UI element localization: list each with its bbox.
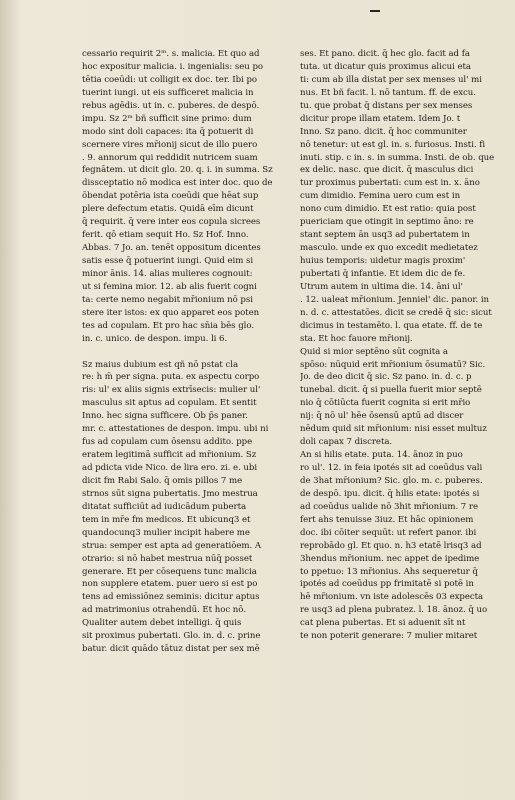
text-line: satis esse q̄ potuerint iungi. Quid eim si: [82, 256, 254, 266]
text-line: [82, 346, 277, 359]
text-line: pubertati q̄ infantie. Et idem dic de fe.: [300, 268, 466, 279]
text-line: sit proximus pubertati. Glo. in. d. c. prine: [82, 631, 261, 642]
text-line: Sz maius dubium est qñ nō pstat cla: [82, 359, 239, 370]
text-line: dicitur prope illam etatem. Idem Jo. t: [300, 113, 461, 124]
text-line: generare. Et per cōsequens tunc malicia: [82, 566, 257, 577]
text-line: non supplere etatem. puer uero si est po: [82, 579, 258, 590]
text-line: Jo. de deo dicit q̄ sic. Sz pano. in. d. c. p: [300, 372, 472, 383]
text-line: otrario: si nō habet mestrua nūq̄ posset: [82, 553, 253, 564]
text-line: tu. que probat q̄ distans per sex menses: [300, 100, 473, 111]
text-line: impu. Sz 2ᵐ bñ sufficit sine primo: dum: [82, 113, 252, 124]
text-line: huius temporis: uidetur magis proxim': [300, 256, 466, 266]
text-line: ipotés ad coeūdus pp frimitatē si potē in: [300, 579, 474, 590]
text-line: fert ahs tenuisse 3iuz. Et hāc opinionem: [300, 514, 474, 525]
text-line: hē mr̄ionium. vn iste adolescēs 03 expecta: [300, 592, 484, 603]
text-line: ditatat sufficiūt ad iudicādum puberta: [82, 501, 247, 512]
text-column-left: [82, 48, 277, 656]
text-line: modo sint doli capaces: ita q̄ potuerit di: [82, 126, 254, 137]
text-line: ses. Et pano. dicit. q̄ hec glo. facit ad fa: [300, 49, 470, 59]
text-line: tur proximus pubertati: cum est in. x. āno: [300, 178, 480, 189]
text-line: n. d. c. attestatōes. dicit se credē q̄ sic: sicut: [300, 307, 492, 318]
text-line: rebus agēdis. ut in. c. puberes. de despō.: [82, 100, 260, 111]
text-line: Quid si mior septēno sūt cognita a: [300, 346, 448, 357]
text-line: ti: cum ab illa distat per sex menses ul' mi: [300, 74, 482, 85]
text-line: dicit fm Rabi Salo. q̄ omis pillos 7 me: [82, 475, 243, 486]
text-line: ris: ul' ex aliis signis extrīsecis: mulier ul': [82, 385, 261, 396]
text-line: mr. c. attestationes de despon. impu. ubi ni: [82, 424, 269, 435]
text-line: tem in mr̄e fm medicos. Et ubicunq3 et: [82, 514, 251, 525]
text-line: fus ad copulam cum ōsensu addito. ppe: [82, 437, 253, 448]
text-line: ōbendat potēria ista coeūdi que hēat sup: [82, 191, 259, 202]
text-line: fegnātem. ut dicit glo. 20. q. i. in summa. Sz: [82, 165, 273, 176]
header-mark: [370, 10, 380, 12]
text-line: cessario requirit 2ᵐ. s. malicia. Et quo ad: [82, 49, 260, 59]
text-line: tuerint iungi. ut eis sufficeret malicia in: [82, 87, 254, 98]
text-line: de 3hat mr̄ionium? Sic. glo. m. c. puberes.: [300, 475, 483, 486]
text-line: q̄ requirit. q̄ vere inter eos copula sicrees: [82, 217, 261, 228]
text-line: inuti. stip. c in. s. in summa. Insti. de ob. que: [300, 152, 495, 163]
text-line: dissceptatio nō modica est inter doc. quo de: [82, 178, 273, 189]
text-line: quandocunq3 mulier incipit habere me: [82, 527, 250, 538]
text-line: nij: q̄ nō ul' hēe ōsensū aptū ad discer: [300, 411, 464, 422]
text-line: te non poterit generare: 7 mulier mitaret: [300, 631, 478, 642]
text-line: ferit. qō etiam sequit̄ Ho. Sz Hof. Inno.: [82, 230, 249, 241]
text-line: re: h̄ m̄ per signa. puta. ex aspectu corpo: [82, 372, 260, 383]
text-line: doc. ibi cōiter sequūt: ut refert panor. ibi: [300, 527, 477, 538]
text-line: Utrum autem in ultima die. 14. āni ul': [300, 281, 463, 292]
text-line: nus. Et bñ facit. l. nō tantum. ff. de excu.: [300, 87, 476, 98]
text-line: re usq3 ad plena pubratez. l. 18. ānoz. q̄ uo: [300, 605, 488, 616]
text-line: spōso: nūquid erit mr̄ionium ōsumatū? Sic.: [300, 359, 486, 370]
text-line: reprobādo gl. Et quo. n. h3 etatē lrisq3 ad: [300, 540, 482, 551]
text-line: tes ad copulam. Et pro hac sn̄ia bēs glo.: [82, 320, 255, 331]
text-line: scernere vires mr̄ionij sicut de illo puero: [82, 139, 258, 150]
text-line: ex delic. nasc. que dicit. q̄ masculus dici: [300, 165, 474, 176]
text-line: nēdum quid sit mr̄ionium: nisi esset multuz: [300, 424, 487, 435]
text-line: ad matrimonius otrahendū. Et hoc nō.: [82, 605, 247, 616]
text-line: doli capax 7 discreta.: [300, 437, 393, 448]
text-line: Inno. hec signa sufficere. Ob p̄s paner.: [82, 411, 248, 422]
text-line: nono cum dimidio. Et est ratio: quia post: [300, 204, 476, 215]
text-line: stant septem ān usq3 ad pubertatem in: [300, 230, 470, 241]
text-line: tens ad emissiōnez seminis: dicitur aptus: [82, 592, 260, 603]
text-line: masculo. unde ex quo excedit medietatez: [300, 243, 478, 254]
text-line: cat plena pubertas. Et si aduenit sīt nt: [300, 618, 466, 629]
text-line: strua: semper est apta ad generatiōem. A: [82, 540, 262, 551]
text-line: ro ul'. 12. in feia ipotés sit ad coeūdus vali: [300, 463, 483, 473]
text-line: dicimus in testamēto. l. qua etate. ff. de te: [300, 320, 483, 331]
text-line: to ppetuo: 13 mr̄ionius. Ahs sequeretur q̄: [300, 566, 478, 577]
text-line: strnos sūt signa pubertatis. Jmo mestrua: [82, 488, 258, 499]
text-line: de despō. ipu. dicit. q̄ hilis etate: ipotés si: [300, 488, 480, 499]
text-line: Abbas. 7 Jo. an. tenēt oppositum dicentes: [82, 243, 261, 254]
text-line: . 9. annorum qui reddidit nutricem suam: [82, 152, 258, 163]
text-line: An si hilis etate. puta. 14. ānoz in puo: [300, 450, 463, 461]
text-line: masculus sit aptus ad copulam. Et sentit: [82, 398, 257, 409]
text-line: in. c. unico. de despon. impu. li 6.: [82, 333, 228, 344]
text-line: sta. Et hoc fauore mr̄ionij.: [300, 333, 413, 344]
text-line: 3hendus mr̄ionium. nec appet de ipedime: [300, 553, 480, 564]
text-line: ad pdicta vide Nico. de lira ero. zi. e. ubi: [82, 463, 258, 473]
text-line: tētia coeūdi: ut colligit ex doc. ter. Ibi po: [82, 74, 258, 85]
text-line: tuta. ut dicatur quis proximus alicui eta: [300, 61, 471, 72]
text-line: tunebal. dicit. q̄ si puella fuerit mior septē: [300, 385, 482, 396]
text-column-right: [300, 48, 500, 643]
text-line: . 12. ualeat mr̄ionium. Jenniel' dic. panor. in: [300, 294, 490, 305]
text-line: nō tenetur: ut est gl. in. s. furiosus. Insti. fi: [300, 139, 486, 150]
text-line: hoc expositur malicia. i. ingenialis: seu po: [82, 61, 264, 72]
binding-shadow: [0, 0, 22, 800]
text-line: ta: certe nemo negabit mr̄ionium nō psi: [82, 294, 253, 305]
text-line: stere iter istos: ex quo apparet eos poten: [82, 307, 260, 318]
text-line: Inno. Sz pano. dicit. q̄ hoc communiter: [300, 126, 467, 137]
text-line: ut si femina mior. 12. ab alis fuerit cogni: [82, 281, 257, 292]
text-line: nio q̄ cōtiūcta fuerit cognita si erit mr̄io: [300, 398, 471, 409]
text-line: cum dimidio. Femina uero cum est in: [300, 191, 461, 202]
text-line: minor ānis. 14. alias mulieres cognouit:: [82, 268, 253, 279]
text-line: batur. dicit quādo tātuz distat per sex mē: [82, 644, 260, 655]
text-line: puericiam que otingit in septimo āno: re: [300, 217, 474, 228]
text-line: eratem legitimā sufficit ad mr̄ionium. Sz: [82, 450, 257, 461]
text-line: Qualiter autem debet intelligi. q̄ quis: [82, 618, 242, 629]
text-line: plere defectum etatis. Quidā eīm dicunt: [82, 204, 254, 215]
text-line: ad coeūdus ualide nō 3hit mr̄ionium. 7 re: [300, 501, 478, 512]
